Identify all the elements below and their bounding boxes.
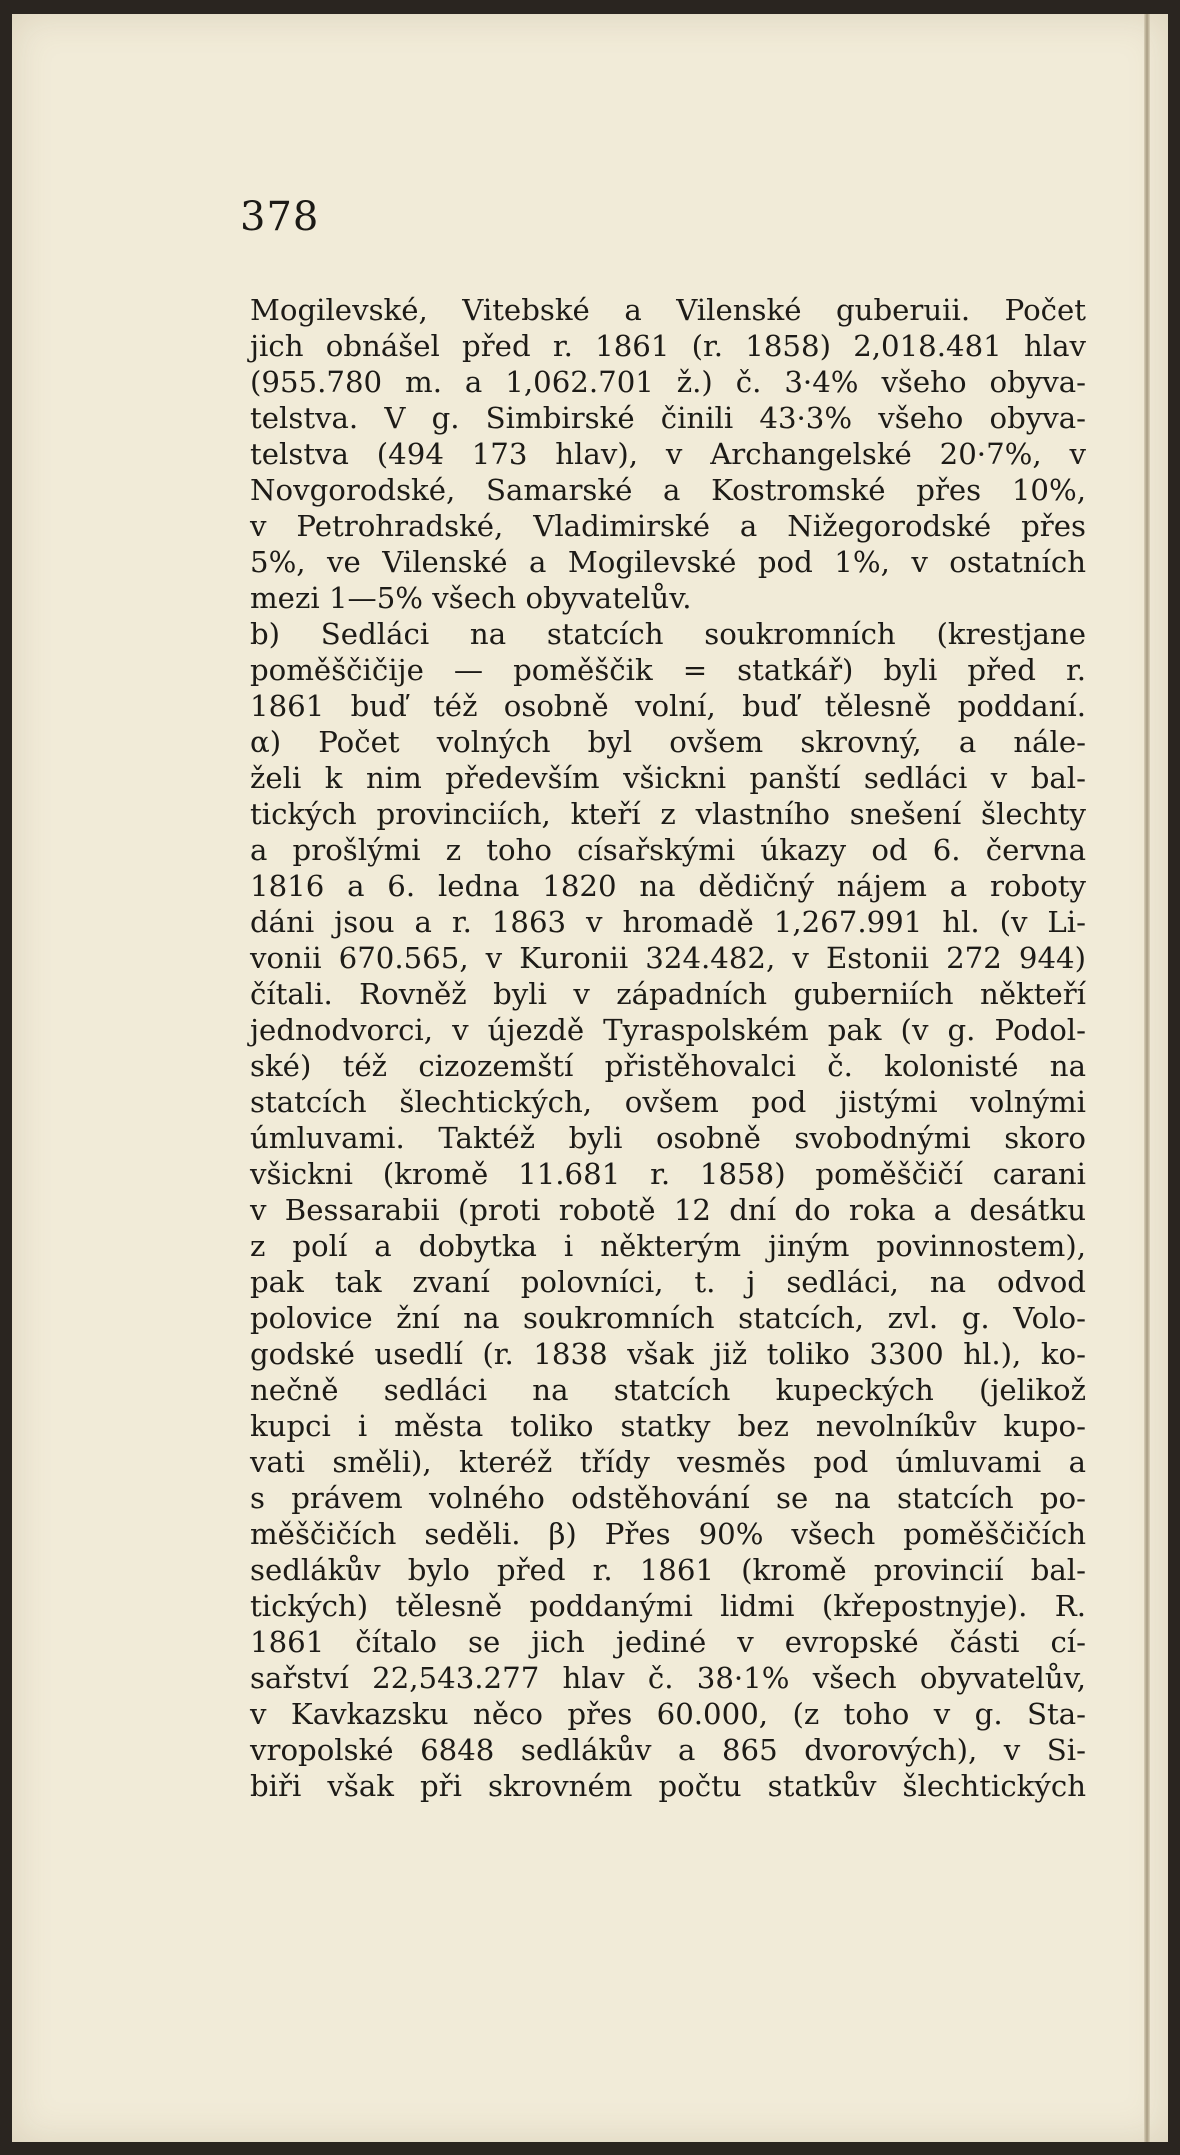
text-line: kupci i města toliko statky bez nevolníkův kupo- [250,1409,1086,1443]
text-line: 1816 a 6. ledna 1820 na dědičný nájem a roboty [250,869,1086,903]
text-line: tických provinciích, kteří z vlastního snešení šlechty [250,797,1086,831]
body-text [250,292,1086,1804]
text-line: měščičích seděli. β) Přes 90% všech poměščičích [250,1517,1086,1551]
text-line: čítali. Rovněž byli v západních guberniích někteří [250,977,1086,1011]
text-line: sedlákův bylo před r. 1861 (kromě provincií bal- [250,1553,1086,1587]
text-line: a prošlými z toho císařskými úkazy od 6. června [250,833,1086,867]
text-line: α) Počet volných byl ovšem skrovný, a nále- [250,725,1086,759]
text-line: jich obnášel před r. 1861 (r. 1858) 2,018.481 hlav [250,329,1086,363]
text-line: vropolské 6848 sedlákův a 865 dvorových), v Si- [250,1733,1086,1767]
text-line: tických) tělesně poddanými lidmi (křepostnyje). R. [250,1589,1086,1623]
text-line: úmluvami. Taktéž byli osobně svobodnými skoro [250,1121,1086,1155]
text-line: biři však při skrovném počtu statkův šlechtických [250,1769,1086,1803]
text-line: polovice žní na soukromních statcích, zvl. g. Volo- [250,1301,1086,1335]
text-line: s právem volného odstěhování se na statcích po- [250,1481,1086,1515]
page-number: 378 [240,194,320,240]
text-line: poměščičije — poměščik = statkář) byli před r. [250,653,1086,687]
text-line: všickni (kromě 11.681 r. 1858) poměščičí carani [250,1157,1086,1191]
text-line: Novgorodské, Samarské a Kostromské přes 10%, [250,473,1086,507]
text-line: v Petrohradské, Vladimirské a Nižegorodské přes [250,509,1086,543]
text-line: telstva (494 173 hlav), v Archangelské 20·7%, v [250,437,1086,471]
text-line: 1861 buď též osobně volní, buď tělesně poddaní. [250,689,1086,723]
text-line: telstva. V g. Simbirské činili 43·3% všeho obyva- [250,401,1086,435]
text-line: nečně sedláci na statcích kupeckých (jelikož [250,1373,1086,1407]
text-line: ské) též cizozemští přistěhovalci č. kolonisté na [250,1049,1086,1083]
text-line: mezi 1—5% všech obyvatelův. [250,581,692,615]
text-line: želi k nim především všickni panští sedláci v bal- [250,761,1086,795]
text-line: vonii 670.565, v Kuronii 324.482, v Estonii 272 944) [250,941,1086,975]
text-line: statcích šlechtických, ovšem pod jistými volnými [250,1085,1086,1119]
text-line: Mogilevské, Vitebské a Vilenské guberuii. Počet [250,293,1086,327]
text-line: 1861 čítalo se jich jediné v evropské části cí- [250,1625,1086,1659]
text-line: sařství 22,543.277 hlav č. 38·1% všech obyvatelův, [250,1661,1086,1695]
text-line: pak tak zvaní polovníci, t. j sedláci, na odvod [250,1265,1086,1299]
text-line: dáni jsou a r. 1863 v hromadě 1,267.991 hl. (v Li- [250,905,1086,939]
text-line: godské usedlí (r. 1838 však již toliko 3300 hl.), ko- [250,1337,1086,1371]
text-line: b) Sedláci na statcích soukromních (krestjane [250,617,1086,651]
text-line: v Kavkazsku něco přes 60.000, (z toho v g. Sta- [250,1697,1086,1731]
page-edge [1144,14,1150,2142]
text-line: z polí a dobytka i některým jiným povinnostem), [250,1229,1086,1263]
text-line: v Bessarabii (proti robotě 12 dní do roka a desátku [250,1193,1086,1227]
text-line: (955.780 m. a 1,062.701 ž.) č. 3·4% všeho obyva- [250,365,1086,399]
text-line: vati směli), kteréž třídy vesměs pod úmluvami a [250,1445,1086,1479]
text-line: 5%, ve Vilenské a Mogilevské pod 1%, v ostatních [250,545,1086,579]
text-line: jednodvorci, v újezdě Tyraspolském pak (v g. Podol- [250,1013,1086,1047]
book-page [12,14,1168,2142]
